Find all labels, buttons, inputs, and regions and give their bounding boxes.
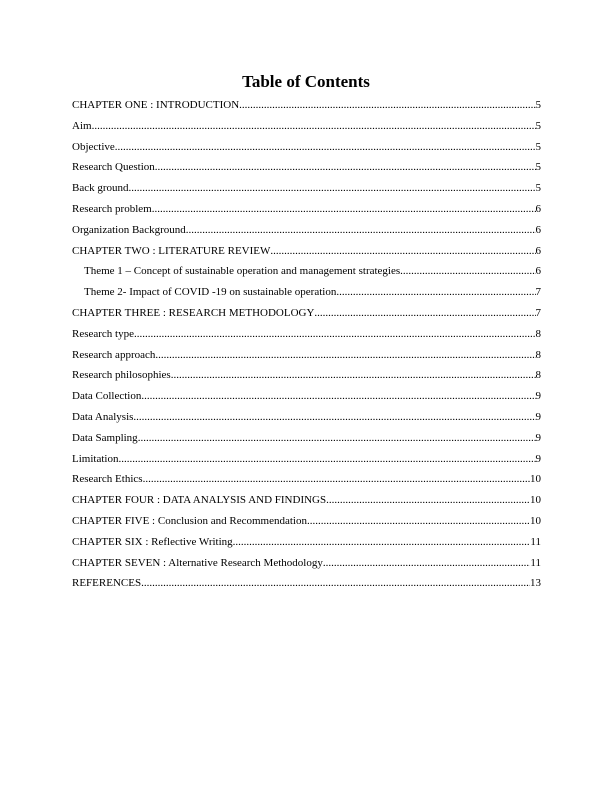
toc-entry-page: 10: [530, 473, 541, 486]
toc-entry[interactable]: [72, 576, 541, 597]
toc-dot-leader: [336, 285, 535, 299]
toc-entry[interactable]: [72, 535, 541, 556]
toc-dot-leader: [152, 202, 536, 216]
toc-entry-text: Research problem: [72, 202, 152, 215]
toc-entry-text: Research approach: [72, 348, 156, 361]
toc-entry-page: 6: [535, 265, 541, 278]
toc-entry-page: 6: [535, 223, 541, 236]
toc-dot-leader: [92, 119, 536, 133]
toc-entry-page: 5: [535, 119, 541, 132]
toc-entry[interactable]: [72, 348, 541, 369]
toc-entry-text: Data Analysis: [72, 410, 134, 423]
toc-entry-text: CHAPTER TWO : LITERATURE REVIEW: [72, 244, 271, 257]
toc-entry-page: 9: [535, 390, 541, 403]
toc-entry-text: CHAPTER ONE : INTRODUCTION: [72, 99, 240, 111]
toc-entry-text: CHAPTER FIVE : Conclusion and Recommendation: [72, 514, 307, 527]
toc-dot-leader: [115, 140, 536, 154]
toc-entry-page: 6: [535, 244, 541, 257]
toc-entry-text: Research philosophies: [72, 369, 171, 382]
toc-entry-text: Theme 1 – Concept of sustainable operation and management strategies: [84, 265, 401, 278]
toc-entry-page: 10: [530, 514, 541, 527]
toc-entry[interactable]: [72, 514, 541, 535]
toc-dot-leader: [186, 223, 536, 237]
toc-entry-text: Theme 2- Impact of COVID -19 on sustainable operation: [84, 286, 337, 299]
toc-entry-text: CHAPTER SEVEN : Alternative Research Methodology: [72, 556, 323, 569]
toc-entry[interactable]: [72, 306, 541, 327]
toc-entry-text: CHAPTER SIX : Reflective Writing: [72, 535, 233, 548]
toc-entry[interactable]: [72, 98, 541, 119]
toc-entry[interactable]: [72, 244, 541, 265]
toc-entry[interactable]: [72, 160, 541, 181]
toc-dot-leader: [133, 410, 535, 424]
toc-entry[interactable]: [72, 140, 541, 161]
toc-entry-page: 10: [530, 494, 541, 507]
toc-dot-leader: [323, 556, 531, 570]
toc-entry-text: Organization Background: [72, 223, 186, 236]
toc-entry[interactable]: [72, 264, 541, 285]
toc-title: Table of Contents: [242, 72, 370, 91]
toc-entry-page: 7: [535, 286, 541, 299]
toc-dot-leader: [171, 368, 536, 382]
toc-dot-leader: [155, 348, 535, 362]
toc-dot-leader: [138, 431, 536, 445]
toc-entry[interactable]: [72, 327, 541, 348]
toc-entry[interactable]: [72, 181, 541, 202]
toc-entry[interactable]: [72, 285, 541, 306]
toc-dot-leader: [141, 389, 535, 403]
toc-entry[interactable]: [72, 556, 541, 577]
toc-entry[interactable]: [72, 202, 541, 223]
toc-list: [72, 98, 541, 597]
toc-entry-page: 5: [535, 182, 541, 195]
toc-dot-leader: [143, 472, 530, 486]
toc-entry-text: CHAPTER THREE : RESEARCH METHODOLOGY: [72, 306, 315, 319]
toc-entry-page: 8: [535, 348, 541, 361]
toc-entry-text: Data Sampling: [72, 431, 138, 444]
toc-entry[interactable]: [72, 410, 541, 431]
toc-dot-leader: [314, 306, 535, 320]
toc-entry[interactable]: [72, 389, 541, 410]
toc-entry-text: Research Question: [72, 161, 155, 174]
toc-entry[interactable]: [72, 223, 541, 244]
toc-entry-text: Limitation: [72, 452, 119, 465]
toc-entry-page: 5: [535, 140, 541, 153]
toc-dot-leader: [270, 244, 535, 258]
toc-entry-page: 11: [530, 535, 541, 548]
toc-entry-text: Data Collection: [72, 390, 142, 403]
toc-entry[interactable]: [72, 119, 541, 140]
toc-entry-text: Research type: [72, 327, 134, 340]
toc-dot-leader: [118, 452, 535, 466]
toc-entry-page: 7: [535, 306, 541, 319]
toc-entry-page: 9: [535, 452, 541, 465]
toc-entry-page: 11: [530, 556, 541, 569]
toc-dot-leader: [233, 535, 531, 549]
toc-entry-page: 8: [535, 369, 541, 382]
toc-entry[interactable]: [72, 493, 541, 514]
toc-dot-leader: [326, 493, 530, 507]
toc-dot-leader: [155, 160, 536, 174]
toc-entry[interactable]: [72, 452, 541, 473]
toc-dot-leader: [134, 327, 536, 341]
toc-dot-leader: [307, 514, 530, 528]
toc-entry-text: Back ground: [72, 182, 129, 195]
toc-dot-leader: [129, 181, 536, 195]
toc-entry-page: 6: [535, 202, 541, 215]
toc-dot-leader: [400, 264, 535, 278]
toc-entry-page: 5: [535, 99, 541, 111]
toc-entry-text: REFERENCES: [72, 577, 142, 590]
toc-dot-leader: [239, 98, 535, 112]
toc-entry-page: 13: [530, 577, 541, 590]
toc-entry[interactable]: [72, 431, 541, 452]
toc-entry-text: Objective: [72, 140, 115, 153]
toc-dot-leader: [141, 576, 530, 590]
toc-entry[interactable]: [72, 472, 541, 493]
toc-entry[interactable]: [72, 368, 541, 389]
toc-entry-page: 9: [535, 410, 541, 423]
toc-entry-text: Aim: [72, 119, 92, 132]
toc-entry-page: 9: [535, 431, 541, 444]
toc-entry-text: Research Ethics: [72, 473, 143, 486]
toc-entry-text: CHAPTER FOUR : DATA ANALYSIS AND FINDINGS: [72, 494, 327, 507]
toc-entry-page: 8: [535, 327, 541, 340]
toc-entry-page: 5: [535, 161, 541, 174]
